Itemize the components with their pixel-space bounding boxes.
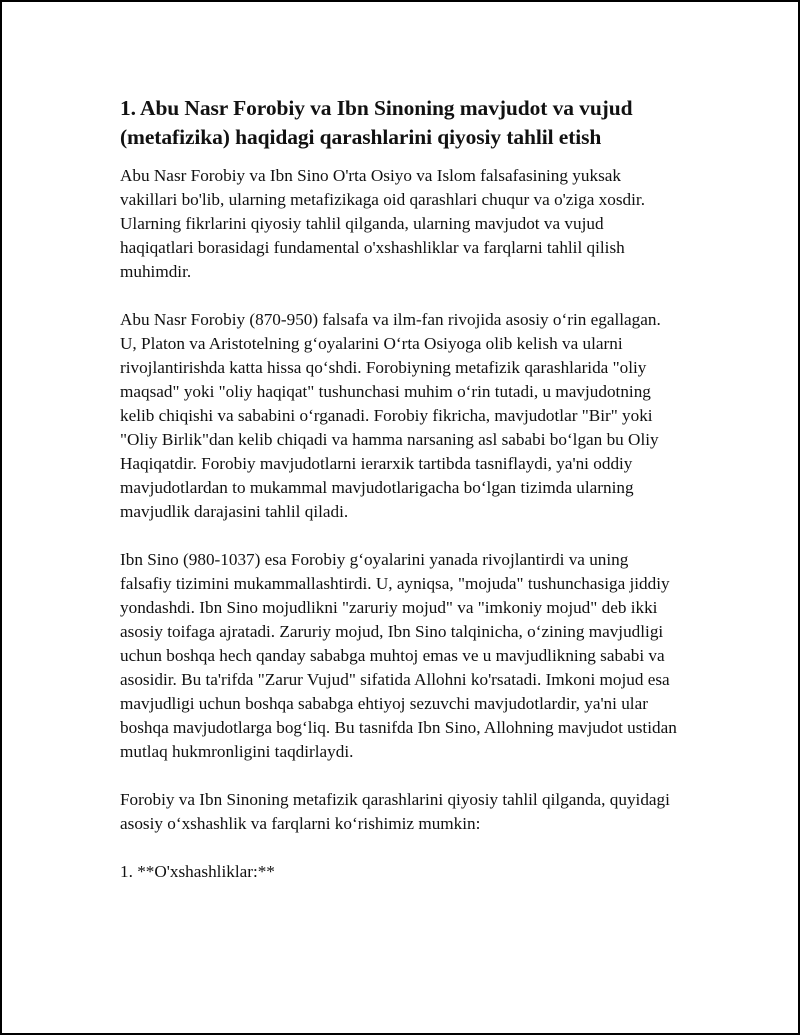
paragraph-ibn-sino: Ibn Sino (980-1037) esa Forobiy g‘oyalarini yanada rivojlantirdi va uning falsafiy tizimini mukammallashtirdi. U, ayniqsa, "mojuda" tushunchasiga jiddiy yondashdi. Ibn Sino mojudlikni "zaruriy mojud" va "imkoniy mojud" deb ikki asosiy toifaga ajratadi. Zaruriy mojud, Ibn Sino talqinicha, o‘zining mavjudligi uchun boshqa hech qanday sababga muhtoj emas ve u mavjudlikning sababi va asosidir. Bu ta'rifda "Zarur Vujud" sifatida Allohni ko'rsatadi. Imkoni mojud esa mavjudligi uchun boshqa sababga ehtiyoj sezuvchi mavjudotlardir, ya'ni ular boshqa mavjudotlarga bog‘liq. Bu tasnifda Ibn Sino, Allohning mavjudot ustidan mutlaq hukmronligini taqdirlaydi. (120, 550, 677, 761)
paragraph-forobiy: Abu Nasr Forobiy (870-950) falsafa va ilm-fan rivojida asosiy o‘rin egallagan. U, Platon va Aristotelning g‘oyalarini O‘rta Osiyoga olib kelish va ularni rivojlantirishda katta hissa qo‘shdi. Forobiyning metafizik qarashlarida "oliy maqsad" yoki "oliy haqiqat" tushunchasi muhim o‘rin tutadi, u mavjudotning kelib chiqishi va sababini o‘rganadi. Forobiy fikricha, mavjudotlar "Bir" yoki "Oliy Birlik"dan kelib chiqadi va hamma narsaning asl sababi bo‘lgan bu Oliy Haqiqatdir. Forobiy mavjudotlarni ierarxik tartibda tasniflaydi, ya'ni oddiy mavjudotlardan to mukammal mavjudotlarigacha bo‘lgan tizimda ularning mavjudlik darajasini tahlil qiladi. (120, 310, 661, 521)
document-body (120, 94, 680, 908)
paragraph-comparison: Forobiy va Ibn Sinoning metafizik qarashlarini qiyosiy tahlil qilganda, quyidagi asosiy o‘xshashlik va farqlarni ko‘rishimiz mumkin: (120, 790, 670, 833)
section-heading: 1. Abu Nasr Forobiy va Ibn Sinoning mavjudot va vujud (metafizika) haqidagi qarashlarini qiyosiy tahlil etish (120, 96, 633, 149)
list-item-similarities: 1. **O'xshashliklar:** (120, 862, 275, 881)
paragraph-intro: Abu Nasr Forobiy va Ibn Sino O'rta Osiyo va Islom falsafasining yuksak vakillari bo'lib, ularning metafizikaga oid qarashlari chuqur va o'ziga xosdir. Ularning fikrlarini qiyosiy tahlil qilganda, ularning mavjudot va vujud haqiqatlari borasidagi fundamental o'xshashliklar va farqlarni tahlil qilish muhimdir. (120, 166, 645, 281)
